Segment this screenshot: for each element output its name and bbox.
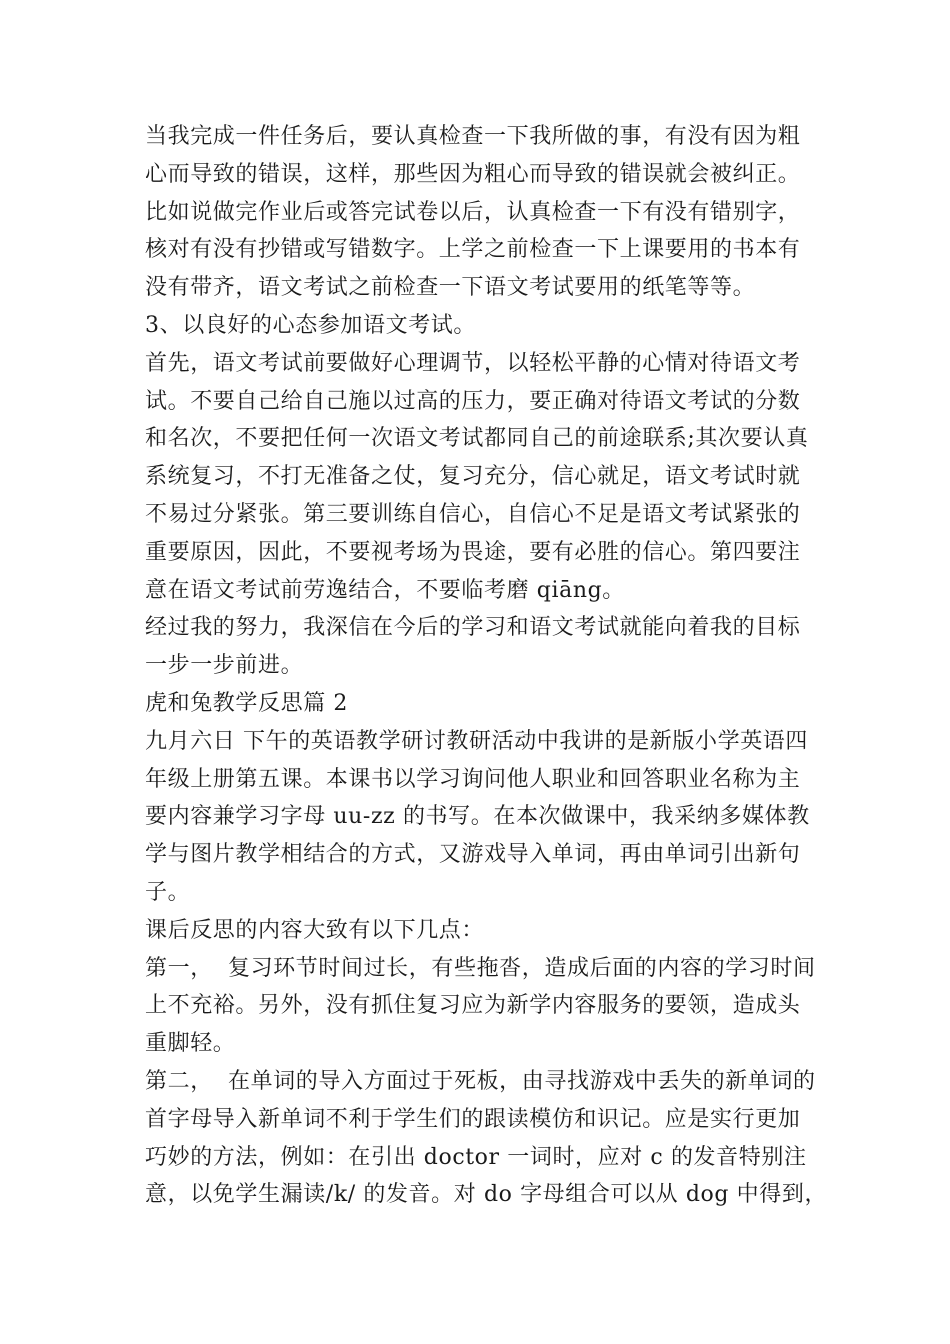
text-line: 比如说做完作业后或答完试卷以后，认真检查一下有没有错别字， — [145, 199, 801, 225]
text-line: 重要原因，因此，不要视考场为畏途，要有必胜的信心。第四要注 — [145, 539, 801, 565]
text-line: 上不充裕。另外，没有抓住复习应为新学内容服务的要领，造成头 — [145, 993, 801, 1019]
text-line: 当我完成一件任务后，要认真检查一下我所做的事，有没有因为粗 — [145, 124, 801, 149]
text-line: 九月六日 下午的英语教学研讨教研活动中我讲的是新版小学英语四 — [145, 728, 808, 754]
text-line: 课后反思的内容大致有以下几点： — [145, 917, 485, 943]
text-line: 试。不要自己给自己施以过高的压力，要正确对待语文考试的分数 — [145, 388, 801, 414]
text-line: 第二， 在单词的导入方面过于死板，由寻找游戏中丢失的新单词的 — [145, 1068, 816, 1094]
text-line: 年级上册第五课。本课书以学习询问他人职业和回答职业名称为主 — [145, 766, 801, 792]
text-line: 要内容兼学习字母 uu-zz 的书写。在本次做课中，我采纳多媒体教 — [145, 804, 810, 830]
text-line: 意在语文考试前劳逸结合，不要临考磨 qiāng。 — [145, 577, 625, 603]
text-line: 没有带齐，语文考试之前检查一下语文考试要用的纸笔等等。 — [145, 275, 756, 301]
text-line: 首先，语文考试前要做好心理调节，以轻松平静的心情对待语文考 — [145, 350, 801, 376]
text-line: 系统复习，不打无准备之仗，复习充分，信心就足，语文考试时就 — [145, 464, 801, 490]
document-body — [145, 118, 828, 1214]
text-line: 意，以免学生漏读/k/ 的发音。对 do 字母组合可以从 dog 中得到， — [145, 1182, 828, 1208]
text-line: 重脚轻。 — [145, 1031, 236, 1057]
section-heading: 3、以良好的心态参加语文考试。 — [145, 312, 476, 338]
text-line: 心而导致的错误，这样，那些因为粗心而导致的错误就会被纠正。 — [145, 161, 801, 187]
text-line: 经过我的努力，我深信在今后的学习和语文考试就能向着我的目标 — [145, 615, 801, 641]
text-line: 学与图片教学相结合的方式，又游戏导入单词，再由单词引出新句 — [145, 842, 801, 868]
text-line: 核对有没有抄错或写错数字。上学之前检查一下上课要用的书本有 — [145, 237, 801, 263]
text-line: 和名次，不要把任何一次语文考试都同自己的前途联系;其次要认真 — [145, 426, 809, 452]
text-line: 首字母导入新单词不利于学生们的跟读模仿和识记。应是实行更加 — [145, 1106, 801, 1132]
text-line: 一步一步前进。 — [145, 653, 304, 679]
text-line: 子。 — [145, 879, 191, 905]
text-line: 巧妙的方法，例如：在引出 doctor 一词时，应对 c 的发音特别注 — [145, 1144, 807, 1170]
text-line: 第一， 复习环节时间过长，有些拖沓，造成后面的内容的学习时间 — [145, 955, 816, 981]
text-line: 不易过分紧张。第三要训练自信心，自信心不足是语文考试紧张的 — [145, 501, 801, 527]
article-title: 虎和兔教学反思篇 2 — [145, 690, 348, 716]
